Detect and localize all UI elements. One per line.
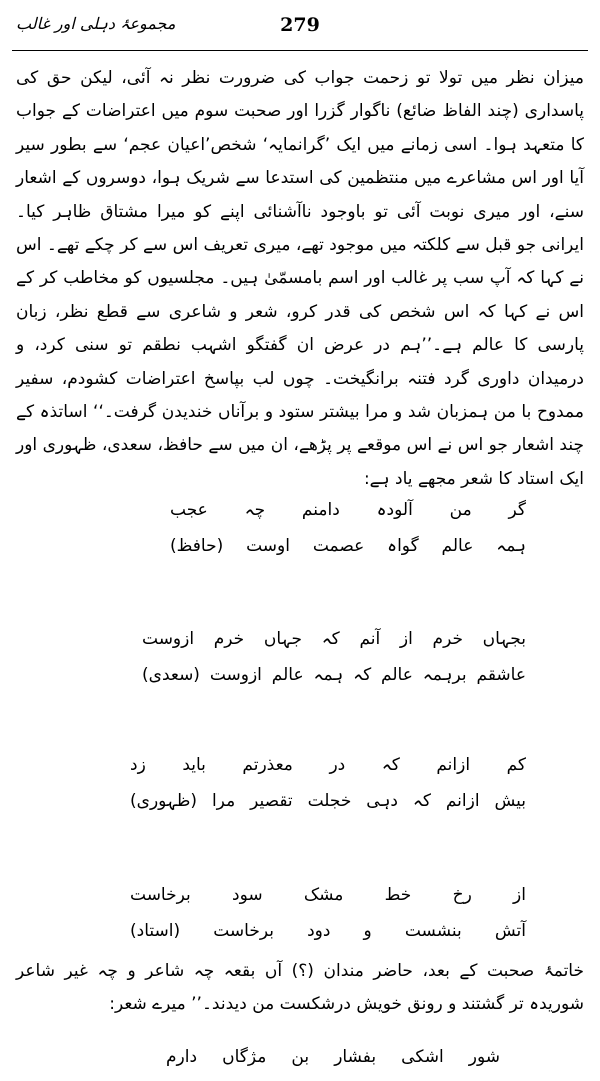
body-paragraph: میزان نظر میں تولا تو زحمت جواب کی ضرورت نظر نہ آئی، لیکن حق کی پاسداری (چند الفاظ ضائع) ناگوار گزرا اور صحبت سوم میں اعتراضات کے جواب کا متعہد ہوا۔ اسی زمانے میں ایک ’گرانمایہ‘ شخص’اعیان عجم‘ سے بطور سیر آیا اور اس مشاعرے میں منتظمین کی استدعا سے شریک ہوا، دوسروں کے اشعار سنے، اور میری نوبت آئی تو باوجود ناآشنائی اپنے کو میرا مشتاق ظاہر کیا۔ ایرانی جو قبل سے کلکتہ میں موجود تھے، میری تعریف اس سے کر چکے تھے۔ اس نے کہا کہ آپ سب پر غالب اور اسم بامسمّیٰ ہیں۔ مجلسیوں کو مخاطب کر کے اس نے کہا کہ اس شخص کی قدر کرو، شعر و شاعری سے قطع نظر، زبان پارسی کا عالم ہے۔’’ہم در عرض ان گفتگو اشہب نطقم تو سنی کرد، و درمیدان داوری گرد فتنہ برانگیخت۔ چوں لب بپاسخ اعتراضات کشودم، سفیر ممدوح با من ہمزبان شد و مرا بیشتر ستود و برآناں خندیدن گرفت۔‘‘ اساتذہ کے چند اشعار جو اس نے اس موقعے پر پڑھے، ان میں سے حافظ، سعدی، ظہوری اور ایک استاد کا شعر مجھے یاد ہے: [16,68,584,489]
verse-zahuri [130,747,526,819]
verse-line: آتش بنشست و دود برخاست (استاد) [130,921,526,941]
header-rule [12,50,588,51]
running-title: مجموعۂ دہلی اور غالب [16,14,176,33]
verse-ustad [130,877,526,949]
closing-paragraph: خاتمۂ صحبت کے بعد، حاضر مندان (؟) آں بقعہ چہ شاعر و چہ غیر شاعر شوریدہ تر گشتند و رونق خویش درشکست من دیدند۔’’ میرے شعر: [16,961,584,1014]
verse-line: گر من آلودہ دامنم چہ عجب [170,500,526,520]
verse-line: از رخ خط مشک سود برخاست [130,885,526,905]
verse-line: عاشقم برہمہ عالم کہ ہمہ عالم ازوست (سعدی) [142,665,526,685]
verse-line: ہمہ عالم گواہ عصمت اوست (حافظ) [170,536,526,556]
verse-line: شور اشکی بفشار بن مژگاں دارم [166,1047,500,1067]
page-number: 279 [280,14,320,36]
verse-line: کم ازانم کہ در معذرتم باید زد [130,755,526,775]
verse-line: بجہاں خرم از آنم کہ جہاں خرم ازوست [142,629,526,649]
verse-saadi [142,621,526,693]
page-header [0,14,600,44]
verse-hafiz [170,492,526,564]
final-verse [166,1039,500,1075]
verse-line: بیش ازانم کہ دہی خجلت تقصیر مرا (ظہوری) [130,791,526,811]
